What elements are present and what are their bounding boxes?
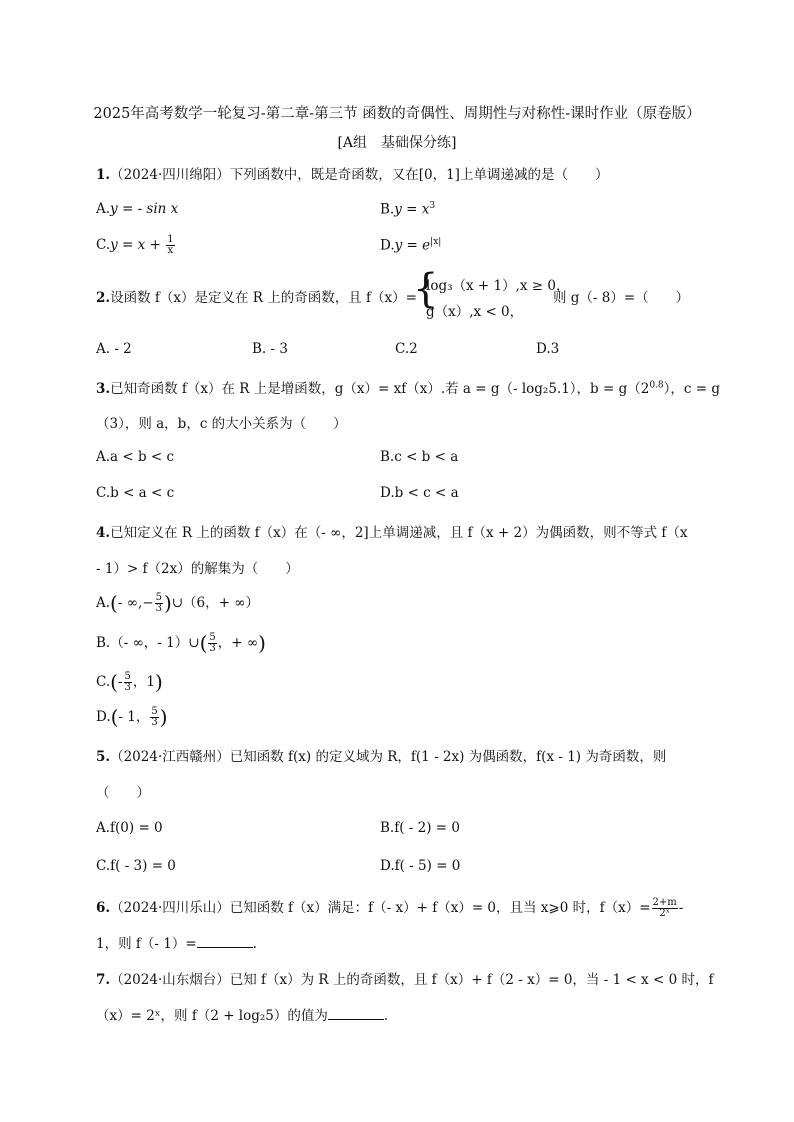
fraction: $\frac{5}{3}$ bbox=[151, 706, 158, 728]
page-title: 2025年高考数学一轮复习-第二章-第三节 函数的奇偶性、周期性与对称性-课时作业（原卷版） bbox=[93, 106, 701, 122]
q4-option-d: D.(- 1， $\frac{5}{3}$ ) bbox=[96, 705, 168, 729]
question-5-line-2: （ ） bbox=[96, 785, 150, 801]
question-7-line-1 bbox=[96, 968, 714, 988]
superscript: 0.8 bbox=[649, 380, 664, 391]
question-stem: （2024·四川绵阳）下列函数中，既是奇函数，又在[0，1]上单调递减的是（ ） bbox=[110, 167, 609, 183]
q2-option-a: A. - 2 bbox=[96, 341, 132, 357]
question-6-line-2: 1，则 f（- 1）= . bbox=[96, 936, 257, 952]
q4-option-c: C.(- $\frac{5}{3}$ ，1) bbox=[96, 670, 163, 694]
answer-blank[interactable] bbox=[197, 935, 253, 948]
question-number: 6. bbox=[96, 900, 111, 916]
option-label: A. bbox=[96, 201, 111, 217]
option-expr: y = x bbox=[394, 201, 430, 218]
question-3-line-1 bbox=[96, 377, 721, 397]
q3-option-b: B.c < b < a bbox=[380, 449, 459, 465]
answer-blank[interactable] bbox=[328, 1007, 384, 1020]
q2-option-c: C.2 bbox=[395, 341, 418, 357]
q5-option-c: C.f( - 3) = 0 bbox=[96, 858, 176, 874]
question-stem: 设函数 f（x）是定义在 R 上的奇函数，且 f（x）= bbox=[110, 290, 417, 306]
q3-option-d: D.b < c < a bbox=[380, 485, 459, 501]
question-7-line-2: （x）= 2ˣ，则 f（2 + log₂5）的值为 . bbox=[96, 1008, 389, 1024]
piecewise-case-1: log₃（x + 1）,x ≥ 0， bbox=[426, 278, 570, 294]
question-number: 7. bbox=[96, 972, 111, 988]
question-number: 3. bbox=[96, 381, 111, 397]
q5-option-b: B.f( - 2) = 0 bbox=[380, 820, 460, 836]
q1-option-b bbox=[380, 201, 435, 218]
question-5-line-1 bbox=[96, 745, 706, 765]
question-6-line-1: 6.（2024·四川乐山）已知函数 f（x）满足：f（- x）+ f（x）= 0，且当 x⩾0 时，f（x）= $\frac{2+m}{\text{2ˣ}}$ - bbox=[96, 897, 684, 919]
option-label: C. bbox=[96, 237, 111, 253]
question-number: 2. bbox=[96, 290, 111, 306]
superscript: 3 bbox=[429, 201, 436, 211]
question-3-line-2: （3），则 a，b，c 的大小关系为（ ） bbox=[96, 416, 347, 432]
q3-option-c: C.b < a < c bbox=[96, 485, 175, 501]
superscript: |x| bbox=[430, 237, 442, 247]
question-stem: （2024·山东烟台）已知 f（x）为 R 上的奇函数，且 f（x）+ f（2 - x）= 0，当 - 1 < x < 0 时，f bbox=[110, 972, 714, 988]
group-heading: [A组 基础保分练] bbox=[337, 135, 457, 151]
q5-option-d: D.f( - 5) = 0 bbox=[380, 858, 461, 874]
question-stem: （2024·四川乐山）已知函数 f（x）满足：f（- x）+ f（x）= 0，且当 x⩾0 时，f（x）= bbox=[110, 900, 651, 916]
option-expr: y = e bbox=[394, 237, 431, 254]
question-number: 1. bbox=[96, 167, 111, 183]
question-number: 4. bbox=[96, 525, 111, 541]
piecewise-case-2: g（x）,x < 0， bbox=[426, 304, 524, 320]
q2-option-b: B. - 3 bbox=[252, 341, 288, 357]
q4-option-a: A.(- ∞,− $\frac{5}{3}$ )∪（6，+ ∞） bbox=[96, 591, 259, 615]
question-stem-end: ），c = g bbox=[663, 381, 721, 397]
question-4-line-1 bbox=[96, 521, 706, 541]
q4-option-b: B.（- ∞，- 1）∪( $\frac{5}{3}$ ，+ ∞) bbox=[96, 631, 266, 655]
question-1 bbox=[96, 163, 706, 183]
question-stem: 已知奇函数 f（x）在 R 上是增函数，g（x）= xf（x）.若 a = g（- log₂5.1），b = g（2 bbox=[110, 381, 650, 397]
fraction: $\frac{5}{3}$ bbox=[124, 671, 131, 693]
question-stem: （2024·江西赣州）已知函数 f(x) 的定义域为 R，f(1 - 2x) 为偶函数，f(x - 1) 为奇函数，则 bbox=[110, 749, 667, 765]
fraction: $\frac{1}{x}$ bbox=[167, 234, 174, 256]
fraction: $\frac{5}{3}$ bbox=[155, 592, 162, 614]
q5-option-a: A.f(0) = 0 bbox=[96, 820, 163, 836]
fraction: $\frac{2+m}{\text{2ˣ}}$ bbox=[652, 897, 677, 919]
question-stem: 已知定义在 R 上的函数 f（x）在（- ∞，2]上单调递减，且 f（x + 2）为偶函数，则不等式 f（x bbox=[110, 525, 688, 541]
question-stem-end: 则 g（- 8）=（ ） bbox=[553, 290, 690, 306]
option-label: B. bbox=[380, 201, 395, 218]
q1-option-d bbox=[380, 237, 441, 254]
option-expr: y = - sin x bbox=[110, 201, 179, 217]
question-number: 5. bbox=[96, 749, 111, 765]
option-label: D. bbox=[380, 237, 395, 254]
q1-option-a bbox=[96, 201, 178, 217]
fraction: $\frac{5}{3}$ bbox=[209, 632, 216, 654]
piecewise-brace: { bbox=[413, 266, 439, 312]
question-4-line-2: - 1）> f（2x）的解集为（ ） bbox=[96, 561, 299, 577]
q3-option-a: A.a < b < c bbox=[96, 449, 175, 465]
option-expr: y = x + bbox=[110, 237, 161, 253]
q2-option-d: D.3 bbox=[536, 341, 560, 357]
q1-option-c bbox=[96, 235, 176, 256]
